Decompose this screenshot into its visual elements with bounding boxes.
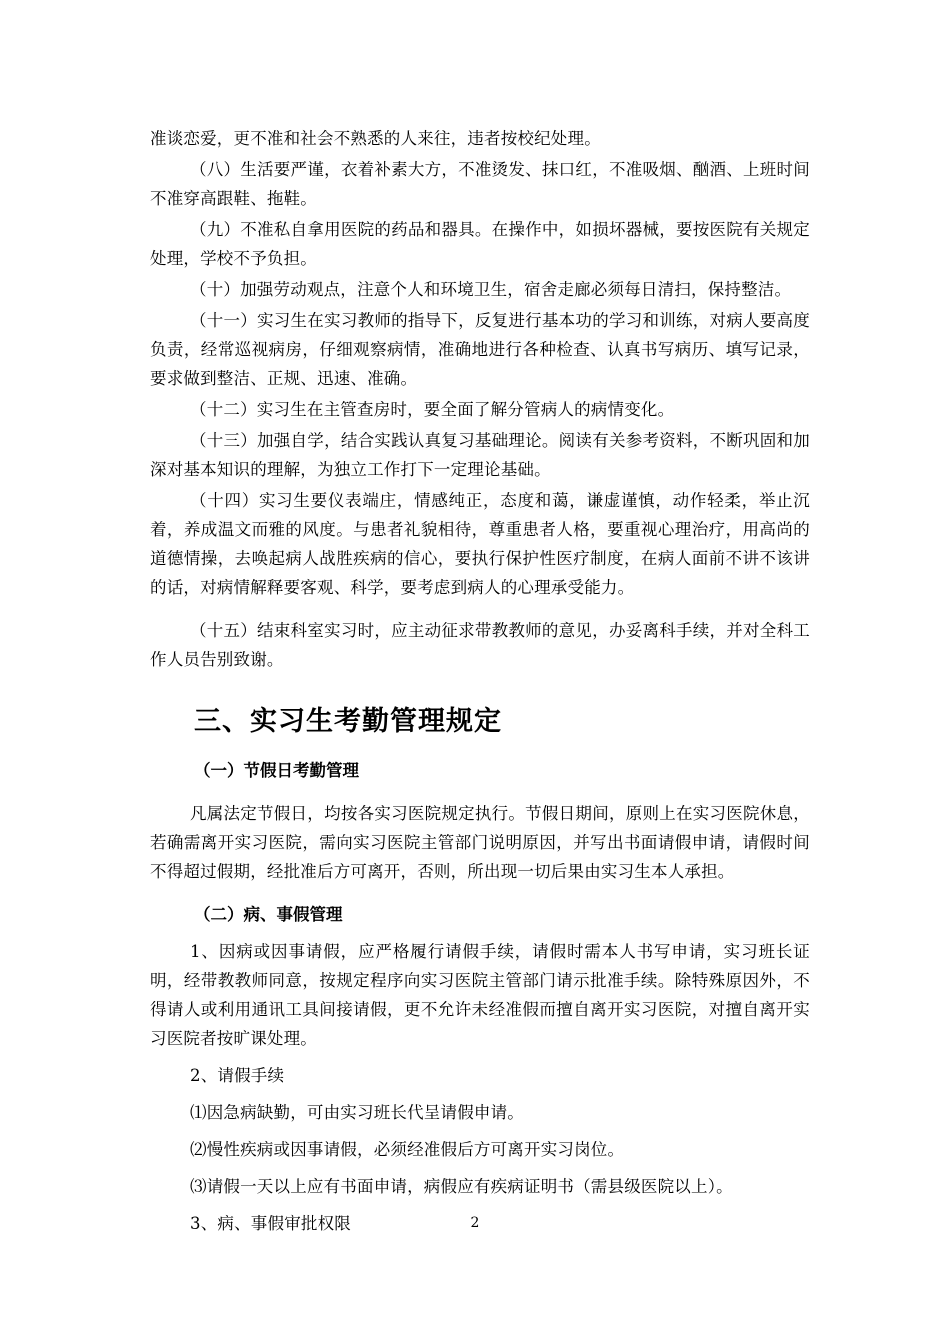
rule-item-11: （十一）实习生在实习教师的指导下，反复进行基本功的学习和训练，对病人要高度负责，经常巡视病房，仔细观察病情，准确地进行各种检查、认真书写病历、填写记录，要求做到整洁、正规、迅速、准确。 (150, 311, 810, 388)
leave-item: ⑴因急病缺勤，可由实习班长代呈请假申请。 (190, 1103, 524, 1122)
leave-item: ⑵慢性疾病或因事请假，必须经准假后方可离开实习岗位。 (190, 1140, 625, 1159)
holiday-attendance-body: 凡属法定节假日，均按各实习医院规定执行。节假日期间，原则上在实习医院休息，若确需离开实习医院，需向实习医院主管部门说明原因，并写出书面请假申请，请假时间不得超过假期，经批准后方可离开，否则，所出现一切后果由实习生本人承担。 (150, 804, 810, 881)
rule-item-9: （九）不准私自拿用医院的药品和器具。在操作中，如损坏器械，要按医院有关规定处理，学校不予负担。 (150, 220, 810, 268)
rule-item-10: （十）加强劳动观点，注意个人和环境卫生，宿舍走廊必须每日清扫，保持整洁。 (190, 280, 792, 299)
rule-item-8: （八）生活要严谨，衣着补素大方，不准烫发、抹口红，不准吸烟、酗酒、上班时间不准穿高跟鞋、拖鞋。 (150, 160, 810, 208)
leave-item: ⑶请假一天以上应有书面申请，病假应有疾病证明书（需县级医院以上）。 (190, 1177, 733, 1196)
leave-item: 3、病、事假审批权限 (190, 1214, 351, 1233)
section-title: 三、实习生考勤管理规定 (194, 706, 502, 737)
leave-item: 1、因病或因事请假，应严格履行请假手续，请假时需本人书写申请，实习班长证明，经带教教师同意，按规定程序向实习医院主管部门请示批准手续。除特殊原因外，不得请人或利用通讯工具间接请假，更不允许未经准假而擅自离开实习医院，对擅自离开实习医院者按旷课处理。 (150, 942, 810, 1048)
rule-item-13: （十三）加强自学，结合实践认真复习基础理论。阅读有关参考资料，不断巩固和加深对基本知识的理解，为独立工作打下一定理论基础。 (150, 431, 810, 479)
rule-item-12: （十二）实习生在主管查房时，要全面了解分管病人的病情变化。 (190, 400, 675, 419)
page-content (150, 124, 810, 1238)
paragraph-continuation: 准谈恋爱，更不准和社会不熟悉的人来往，违者按校纪处理。 (150, 129, 601, 148)
rule-item-15: （十五）结束科室实习时，应主动征求带教教师的意见，办妥离科手续，并对全科工作人员告别致谢。 (150, 621, 810, 669)
page-number: 2 (470, 1215, 480, 1231)
leave-item: 2、请假手续 (190, 1066, 285, 1085)
subsection-title-leave: （二）病、事假管理 (194, 905, 343, 924)
rule-item-14: （十四）实习生要仪表端庄，情感纯正，态度和蔼，谦虚谨慎，动作轻柔，举止沉着，养成温文而雅的风度。与患者礼貌相待，尊重患者人格，要重视心理治疗，用高尚的道德情操，去唤起病人战胜疾病的信心，要执行保护性医疗制度，在病人面前不讲不该讲的话，对病情解释要客观、科学，要考虑到病人的心理承受能力。 (150, 491, 810, 597)
subsection-title-holiday: （一）节假日考勤管理 (194, 761, 359, 780)
